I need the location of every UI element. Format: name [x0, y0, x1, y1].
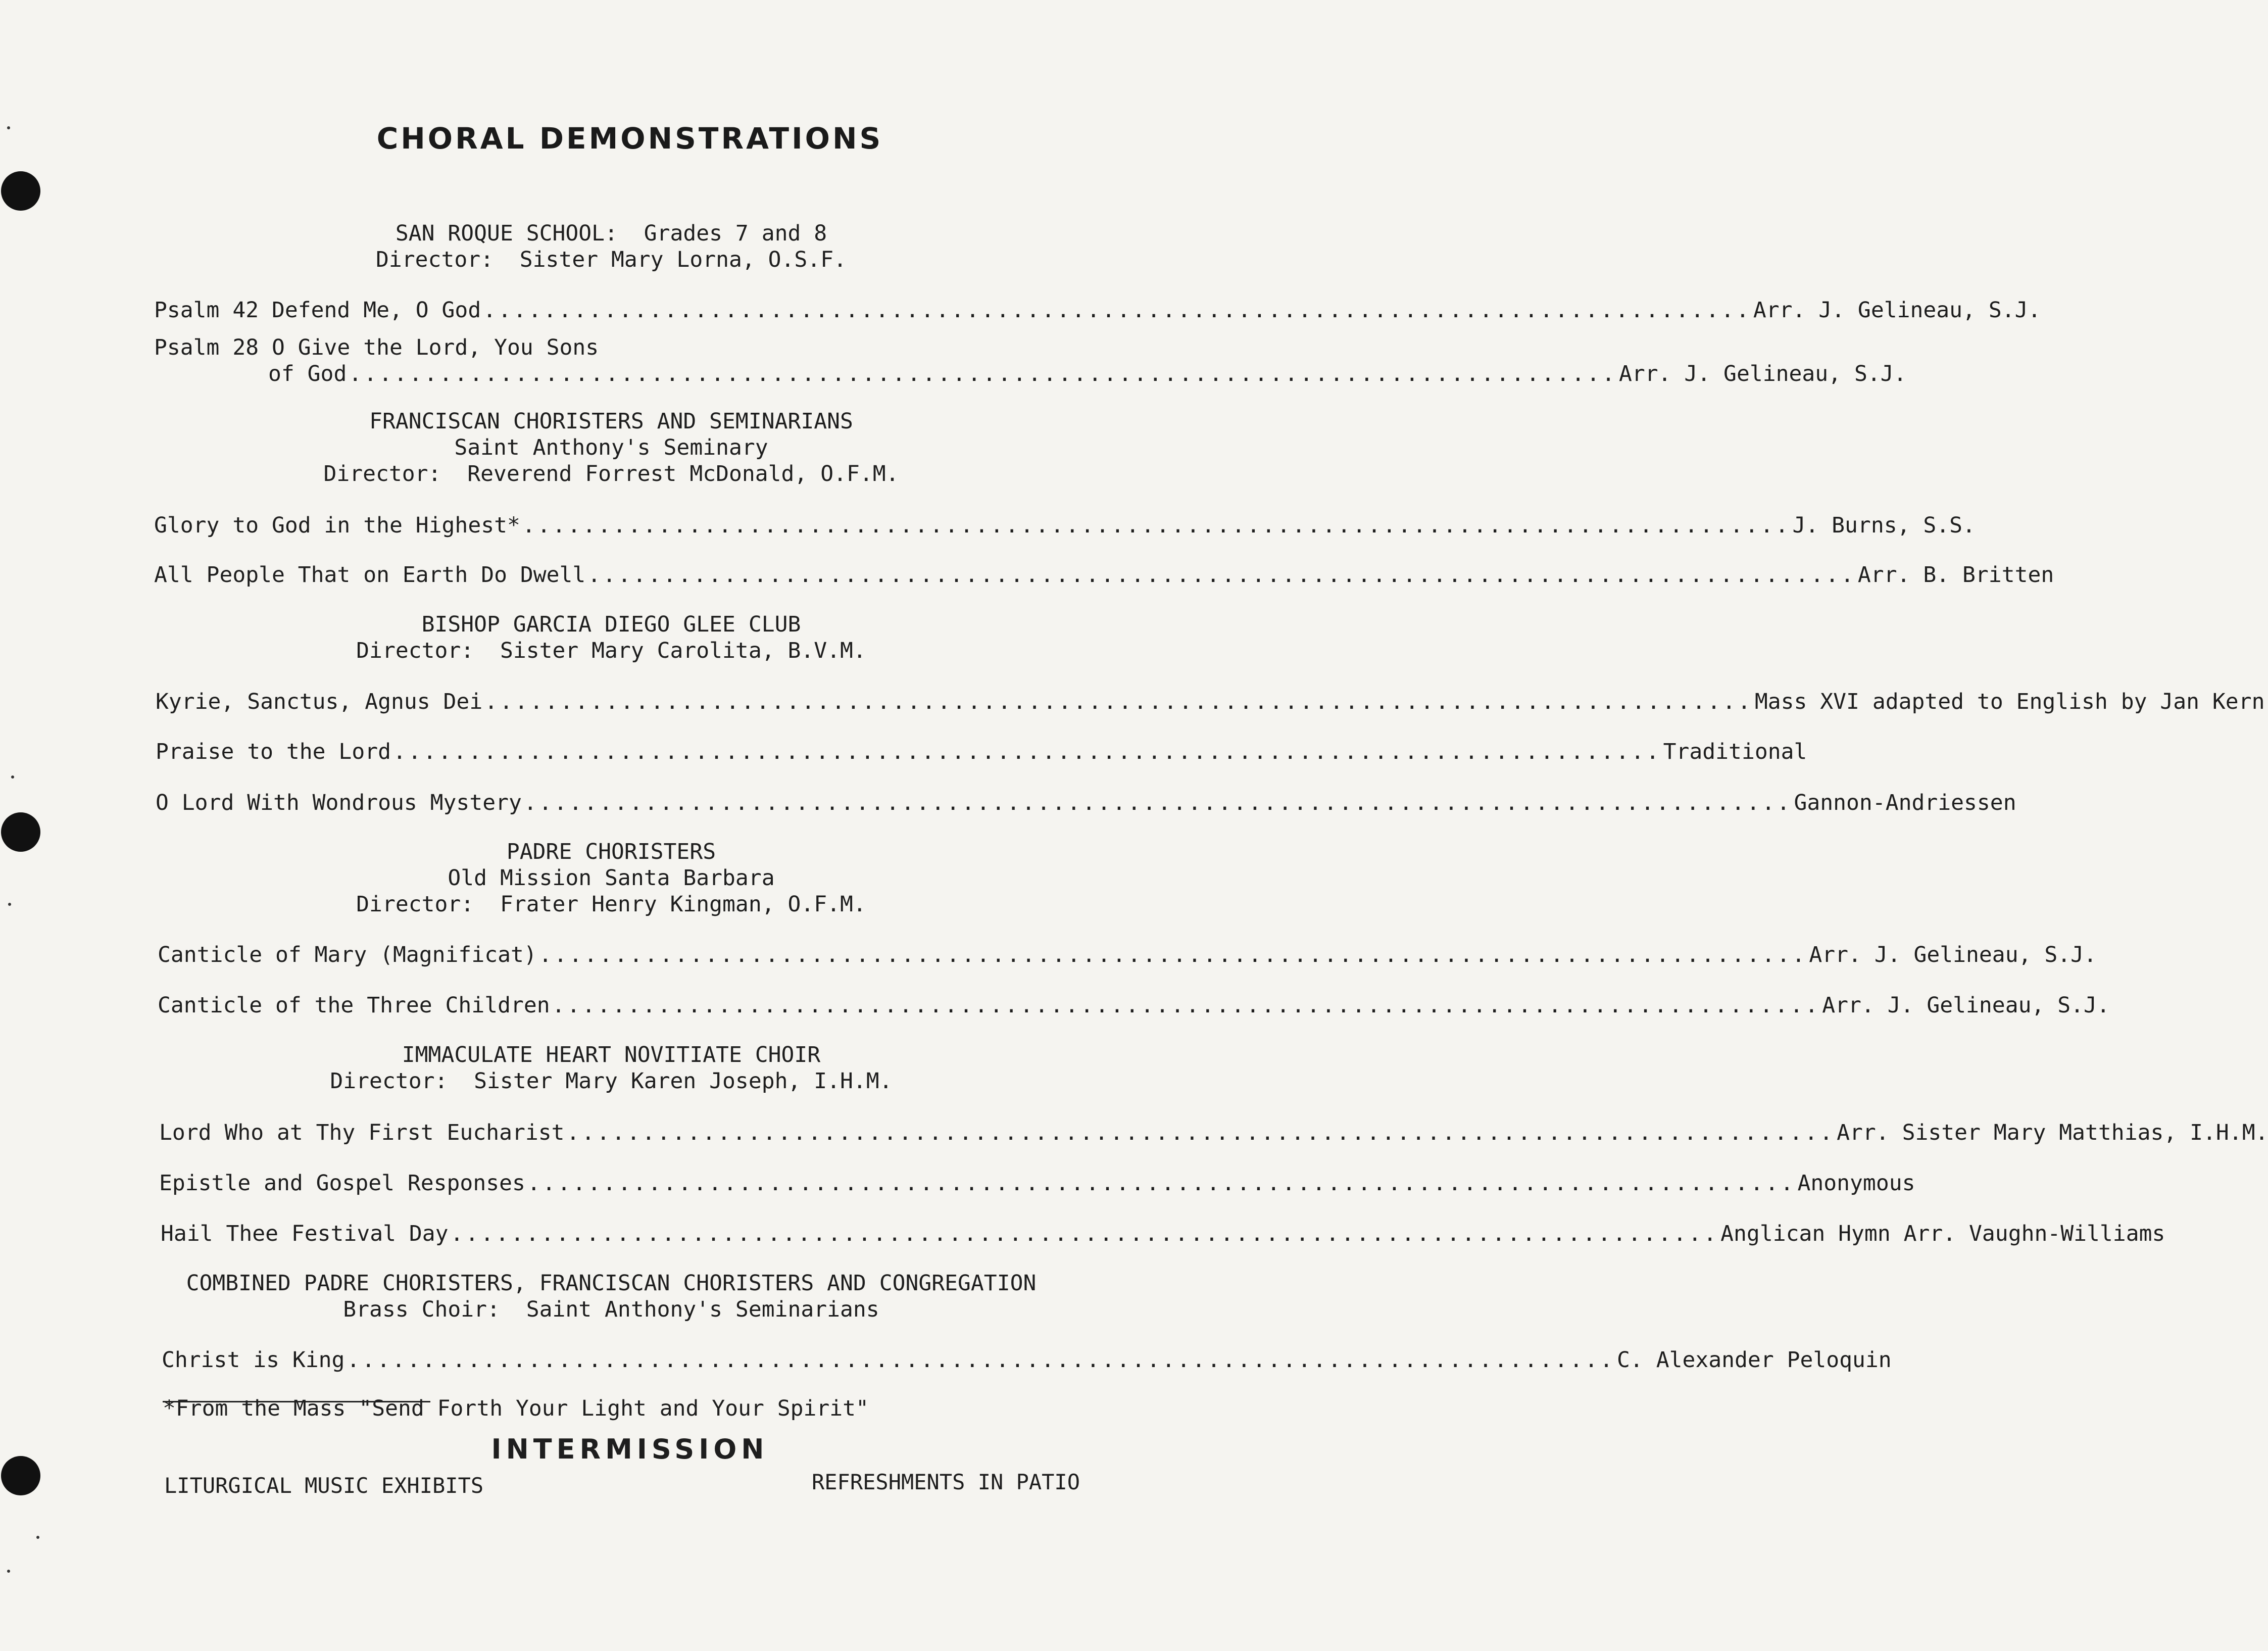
liturgical-exhibits-note: LITURGICAL MUSIC EXHIBITS: [164, 1473, 484, 1498]
piece-title: O Lord With Wondrous Mystery: [156, 790, 522, 815]
leader-dots: ....................................................................................: [552, 993, 1820, 1018]
group-name: SAN ROQUE SCHOOL: Grades 7 and 8: [395, 221, 827, 246]
program-entry: [154, 562, 2054, 588]
leader-dots: ....................................................................................: [393, 739, 1661, 764]
group-director: Director: Sister Mary Lorna, O.S.F.: [376, 247, 847, 272]
speck: [11, 775, 14, 779]
leader-dots: ....................................................................................: [527, 1171, 1796, 1196]
leader-dots: ....................................................................................: [523, 790, 1792, 815]
group-header-franciscan: [0, 408, 1222, 487]
group-name: IMMACULATE HEART NOVITIATE CHOIR: [402, 1042, 821, 1067]
leader-dots: ....................................................................................: [347, 1347, 1615, 1373]
program-entry: [156, 689, 2265, 715]
group-director: Director: Reverend Forrest McDonald, O.F.M.: [323, 461, 899, 487]
piece-credit: Traditional: [1663, 739, 1807, 764]
group-name: FRANCISCAN CHORISTERS AND SEMINARIANS: [369, 409, 853, 434]
leader-dots: ....................................................................................: [349, 361, 1617, 386]
piece-credit: Arr. J. Gelineau, S.J.: [1753, 298, 2041, 323]
piece-title: Lord Who at Thy First Eucharist: [159, 1120, 565, 1145]
piece-credit: Arr. J. Gelineau, S.J.: [1822, 993, 2110, 1018]
piece-title: Hail Thee Festival Day: [161, 1221, 449, 1246]
piece-credit: Gannon-Andriessen: [1794, 790, 2016, 815]
piece-credit: Arr. J. Gelineau, S.J.: [1618, 361, 1907, 386]
leader-dots: ....................................................................................: [522, 513, 1791, 538]
program-entry: [156, 739, 1807, 765]
piece-title: Canticle of Mary (Magnificat): [158, 942, 537, 967]
leader-dots: ....................................................................................: [484, 689, 1753, 714]
group-header-immaculate-heart: [0, 1042, 1222, 1094]
group-header-padre-choristers: [0, 839, 1222, 917]
group-brass: Brass Choir: Saint Anthony's Seminarians: [343, 1297, 879, 1322]
piece-title: Christ is King: [162, 1347, 345, 1373]
refreshments-note: REFRESHMENTS IN PATIO: [811, 1470, 1080, 1494]
piece-credit: Mass XVI adapted to English by Jan Kern: [1754, 689, 2265, 714]
group-location: Saint Anthony's Seminary: [454, 435, 768, 460]
group-location: Old Mission Santa Barbara: [448, 865, 775, 891]
program-entry-two-line: [154, 334, 1907, 387]
piece-credit: Anonymous: [1797, 1171, 1915, 1196]
group-header-san-roque: [0, 220, 1222, 273]
piece-title: Psalm 42 Defend Me, O God: [154, 298, 481, 323]
piece-title: Epistle and Gospel Responses: [159, 1171, 525, 1196]
binder-hole-top: [1, 171, 40, 211]
piece-credit: C. Alexander Peloquin: [1617, 1347, 1892, 1373]
piece-title: of God: [268, 361, 347, 386]
speck: [7, 1570, 10, 1573]
group-header-combined: [0, 1270, 1222, 1323]
piece-credit: J. Burns, S.S.: [1792, 513, 1976, 538]
group-name: PADRE CHORISTERS: [506, 839, 716, 864]
program-entry: [162, 1347, 1892, 1373]
group-director: Director: Sister Mary Karen Joseph, I.H.M.: [330, 1069, 893, 1094]
program-entry: [161, 1221, 2165, 1247]
piece-title-line1: Psalm 28 O Give the Lord, You Sons: [154, 335, 599, 360]
group-header-bishop-garcia: [0, 611, 1222, 664]
leader-dots: ....................................................................................: [538, 942, 1807, 967]
piece-title: Praise to the Lord: [156, 739, 391, 764]
speck: [36, 1536, 39, 1539]
group-name: COMBINED PADRE CHORISTERS, FRANCISCAN CHORISTERS AND CONGREGATION: [186, 1271, 1037, 1296]
program-entry: [154, 512, 1976, 539]
intermission-heading: INTERMISSION: [491, 1433, 769, 1465]
piece-credit: Arr. B. Britten: [1857, 562, 2054, 588]
piece-credit: Arr. Sister Mary Matthias, I.H.M.: [1837, 1120, 2268, 1145]
group-director: Director: Sister Mary Carolita, B.V.M.: [356, 638, 866, 663]
program-entry: [156, 790, 2016, 816]
piece-title: Canticle of the Three Children: [158, 993, 550, 1018]
leader-dots: ....................................................................................: [587, 562, 1856, 588]
piece-title: Glory to God in the Highest*: [154, 513, 520, 538]
leader-dots: ....................................................................................: [566, 1120, 1835, 1145]
program-entry: [158, 992, 2110, 1018]
group-director: Director: Frater Henry Kingman, O.F.M.: [356, 892, 866, 917]
group-name: BISHOP GARCIA DIEGO GLEE CLUB: [421, 612, 801, 637]
piece-credit: Anglican Hymn Arr. Vaughn-Williams: [1720, 1221, 2165, 1246]
leader-dots: ....................................................................................: [450, 1221, 1719, 1246]
program-entry: [159, 1120, 2268, 1146]
page-title: CHORAL DEMONSTRATIONS: [376, 121, 883, 156]
footnote: *From the Mass "Send Forth Your Light and Your Spirit": [163, 1396, 869, 1421]
piece-credit: Arr. J. Gelineau, S.J.: [1809, 942, 2097, 967]
piece-title: Kyrie, Sanctus, Agnus Dei: [156, 689, 483, 714]
piece-title: All People That on Earth Do Dwell: [154, 562, 586, 588]
program-entry: [154, 297, 2041, 323]
program-entry: [158, 942, 2097, 968]
program-entry: [159, 1170, 1915, 1196]
leader-dots: ....................................................................................: [483, 298, 1751, 323]
